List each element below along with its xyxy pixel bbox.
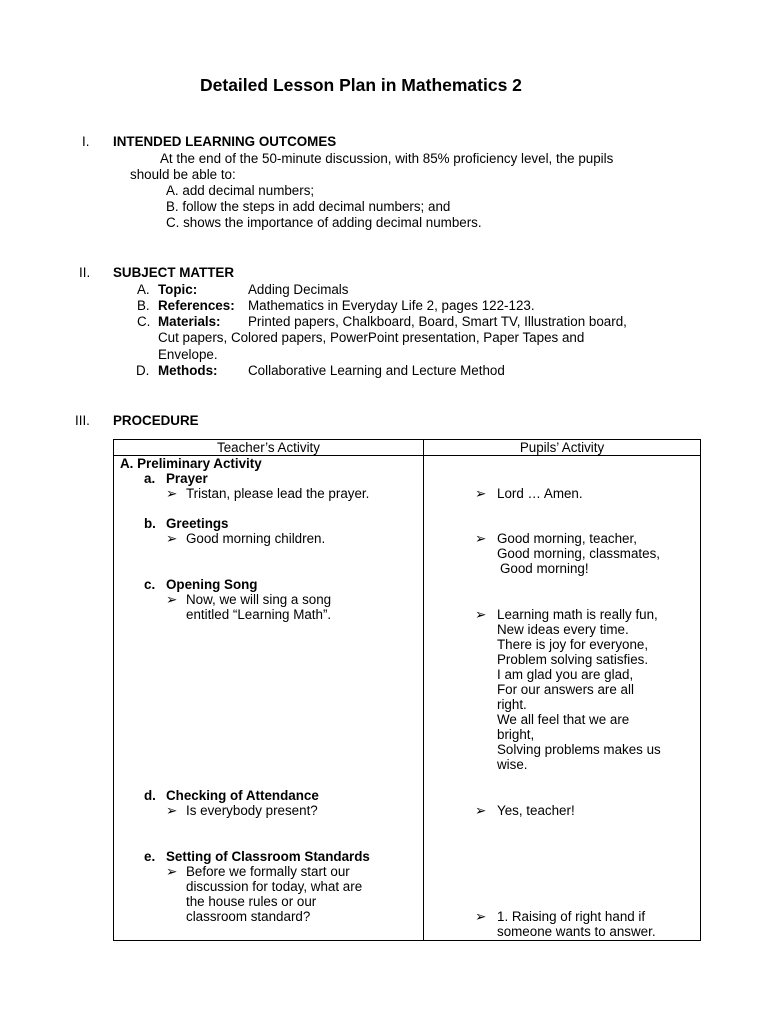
outcome-item: C. shows the importance of adding decimal numbers. xyxy=(166,215,482,230)
list-letter: e. xyxy=(144,849,156,864)
list-letter: A. xyxy=(137,282,150,297)
materials-value: Envelope. xyxy=(158,347,218,362)
teacher-line: Before we formally start our xyxy=(186,864,350,879)
arrow-bullet-icon: ➢ xyxy=(475,909,487,924)
teacher-line: Now, we will sing a song xyxy=(186,592,332,607)
topic-value: Adding Decimals xyxy=(248,282,349,297)
section-number: III. xyxy=(75,413,90,428)
section-number: I. xyxy=(82,134,90,149)
song-lyric-line: New ideas every time. xyxy=(497,622,629,637)
pupils-line: someone wants to answer. xyxy=(497,924,656,939)
teacher-line: Is everybody present? xyxy=(186,803,318,818)
section-heading: INTENDED LEARNING OUTCOMES xyxy=(113,134,337,149)
page-title: Detailed Lesson Plan in Mathematics 2 xyxy=(200,75,522,95)
list-letter: d. xyxy=(144,788,156,803)
arrow-bullet-icon: ➢ xyxy=(475,803,487,818)
song-lyric-line: wise. xyxy=(497,757,528,772)
column-header-pupils: Pupils’ Activity xyxy=(424,440,701,456)
references-label: References: xyxy=(158,298,235,313)
materials-value: Printed papers, Chalkboard, Board, Smart TV, Illustration board, xyxy=(248,314,627,329)
song-lyric-line: We all feel that we are xyxy=(497,712,630,727)
pupils-line: Yes, teacher! xyxy=(497,803,575,818)
materials-value: Cut papers, Colored papers, PowerPoint presentation, Paper Tapes and xyxy=(158,330,585,345)
arrow-bullet-icon: ➢ xyxy=(166,486,178,501)
teacher-line: Tristan, please lead the prayer. xyxy=(186,486,370,501)
section-heading: PROCEDURE xyxy=(113,413,199,428)
song-lyric-line: bright, xyxy=(497,727,535,742)
song-lyric-line: Learning math is really fun, xyxy=(497,607,658,622)
methods-label: Methods: xyxy=(158,363,218,378)
pupils-line: Good morning! xyxy=(500,561,589,576)
song-lyric-line: Problem solving satisfies. xyxy=(497,652,649,667)
outcome-item: A. add decimal numbers; xyxy=(166,183,315,198)
arrow-bullet-icon: ➢ xyxy=(166,803,178,818)
prayer-heading: Prayer xyxy=(166,471,208,486)
arrow-bullet-icon: ➢ xyxy=(166,592,178,607)
list-letter: B. xyxy=(137,298,150,313)
attendance-heading: Checking of Attendance xyxy=(166,788,319,803)
pupils-line: Good morning, classmates, xyxy=(497,546,660,561)
song-lyric-line: I am glad you are glad, xyxy=(497,667,634,682)
arrow-bullet-icon: ➢ xyxy=(166,864,178,879)
list-letter: D. xyxy=(136,363,150,378)
list-letter: c. xyxy=(144,577,156,592)
song-lyric-line: There is joy for everyone, xyxy=(497,637,649,652)
opening-song-heading: Opening Song xyxy=(166,577,258,592)
song-lyric-line: right. xyxy=(497,697,527,712)
teacher-activity-cell xyxy=(114,456,424,941)
arrow-bullet-icon: ➢ xyxy=(475,607,487,622)
pupils-line: 1. Raising of right hand if xyxy=(497,909,646,924)
arrow-bullet-icon: ➢ xyxy=(475,531,487,546)
pupils-activity-cell xyxy=(424,456,701,941)
column-header-teacher: Teacher’s Activity xyxy=(114,440,424,456)
procedure-table xyxy=(113,439,701,941)
arrow-bullet-icon: ➢ xyxy=(166,531,178,546)
intro-text: should be able to: xyxy=(130,167,236,182)
section-number: II. xyxy=(79,265,91,280)
materials-label: Materials: xyxy=(158,314,221,329)
teacher-line: discussion for today, what are xyxy=(186,879,363,894)
list-letter: C. xyxy=(137,314,151,329)
list-letter: a. xyxy=(144,471,156,486)
references-value: Mathematics in Everyday Life 2, pages 122-123. xyxy=(248,298,535,313)
greetings-heading: Greetings xyxy=(166,516,229,531)
pupils-line: Lord … Amen. xyxy=(497,486,583,501)
teacher-line: classroom standard? xyxy=(186,909,311,924)
outcome-item: B. follow the steps in add decimal numbers; and xyxy=(166,199,451,214)
teacher-line: the house rules or our xyxy=(186,894,317,909)
teacher-line: Good morning children. xyxy=(186,531,326,546)
arrow-bullet-icon: ➢ xyxy=(475,486,487,501)
preliminary-heading: A. Preliminary Activity xyxy=(120,456,262,471)
song-lyric-line: For our answers are all xyxy=(497,682,634,697)
standards-heading: Setting of Classroom Standards xyxy=(166,849,370,864)
methods-value: Collaborative Learning and Lecture Method xyxy=(248,363,505,378)
pupils-line: Good morning, teacher, xyxy=(497,531,637,546)
intro-text: At the end of the 50-minute discussion, with 85% proficiency level, the pupils xyxy=(160,151,614,166)
song-lyric-line: Solving problems makes us xyxy=(497,742,661,757)
section-heading: SUBJECT MATTER xyxy=(113,265,235,280)
teacher-line: entitled “Learning Math”. xyxy=(186,607,332,622)
list-letter: b. xyxy=(144,516,156,531)
topic-label: Topic: xyxy=(158,282,198,297)
